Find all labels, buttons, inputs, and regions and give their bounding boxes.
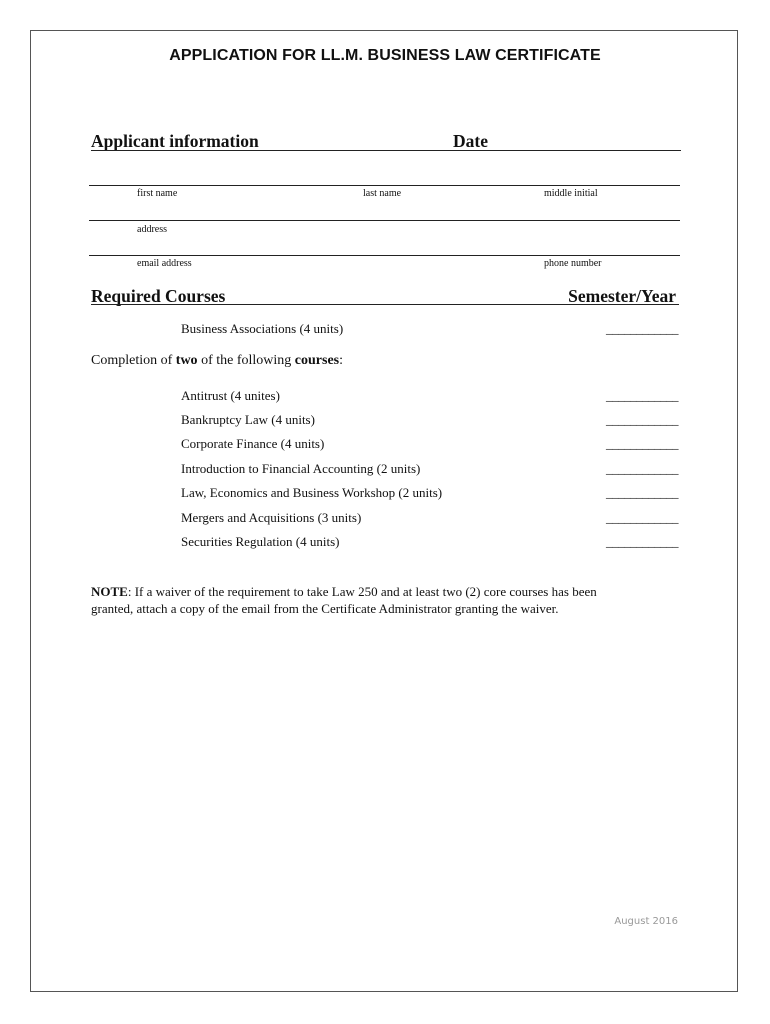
semester-blank[interactable]: ____________ bbox=[606, 436, 678, 451]
name-line[interactable] bbox=[89, 185, 680, 186]
footer-date: August 2016 bbox=[614, 916, 678, 927]
applicant-heading-rule bbox=[91, 150, 681, 151]
note-line-2: granted, attach a copy of the email from the Certificate Administrator granting the waiver. bbox=[91, 601, 559, 616]
address-label: address bbox=[137, 224, 167, 235]
email-label: email address bbox=[137, 258, 192, 269]
course-securities-regulation: Securities Regulation (4 units) bbox=[181, 534, 340, 549]
semester-blank[interactable]: ____________ bbox=[606, 321, 678, 336]
form-page bbox=[30, 30, 738, 992]
middle-initial-label: middle initial bbox=[544, 188, 598, 199]
last-name-label: last name bbox=[363, 188, 402, 199]
completion-prefix: Completion of bbox=[91, 353, 176, 368]
course-financial-accounting: Introduction to Financial Accounting (2 units) bbox=[181, 461, 421, 476]
date-label: Date bbox=[453, 131, 488, 151]
note-text-1: : If a waiver of the requirement to take Law 250 and at least two (2) core courses has been bbox=[127, 584, 597, 599]
completion-middle: of the following bbox=[197, 353, 295, 368]
completion-instruction bbox=[91, 353, 343, 369]
course-antitrust: Antitrust (4 unites) bbox=[181, 388, 280, 403]
completion-two: two bbox=[175, 353, 198, 368]
completion-courses: courses bbox=[294, 353, 340, 368]
note-label: NOTE bbox=[91, 584, 128, 599]
course-business-associations: Business Associations (4 units) bbox=[181, 321, 344, 336]
completion-suffix: : bbox=[339, 353, 343, 368]
semester-blank[interactable]: ____________ bbox=[606, 485, 678, 500]
note-line-1 bbox=[91, 584, 597, 600]
required-courses-heading: Required Courses bbox=[91, 286, 226, 306]
course-law-economics-workshop: Law, Economics and Business Workshop (2 units) bbox=[181, 485, 443, 500]
form-title: APPLICATION FOR LL.M. BUSINESS LAW CERTIFICATE bbox=[169, 47, 601, 64]
first-name-label: first name bbox=[137, 188, 178, 199]
address-line[interactable] bbox=[89, 220, 680, 221]
course-bankruptcy-law: Bankruptcy Law (4 units) bbox=[181, 412, 315, 427]
contact-line[interactable] bbox=[89, 255, 680, 256]
semester-blank[interactable]: ____________ bbox=[606, 412, 678, 427]
semester-blank[interactable]: ____________ bbox=[606, 461, 678, 476]
semester-year-heading: Semester/Year bbox=[568, 286, 676, 306]
courses-heading-rule bbox=[91, 304, 679, 305]
phone-label: phone number bbox=[544, 258, 602, 269]
semester-blank[interactable]: ____________ bbox=[606, 534, 678, 549]
course-mergers-acquisitions: Mergers and Acquisitions (3 units) bbox=[181, 510, 362, 525]
semester-blank[interactable]: ____________ bbox=[606, 388, 678, 403]
semester-blank[interactable]: ____________ bbox=[606, 510, 678, 525]
course-corporate-finance: Corporate Finance (4 units) bbox=[181, 436, 325, 451]
applicant-info-heading: Applicant information bbox=[91, 131, 259, 151]
